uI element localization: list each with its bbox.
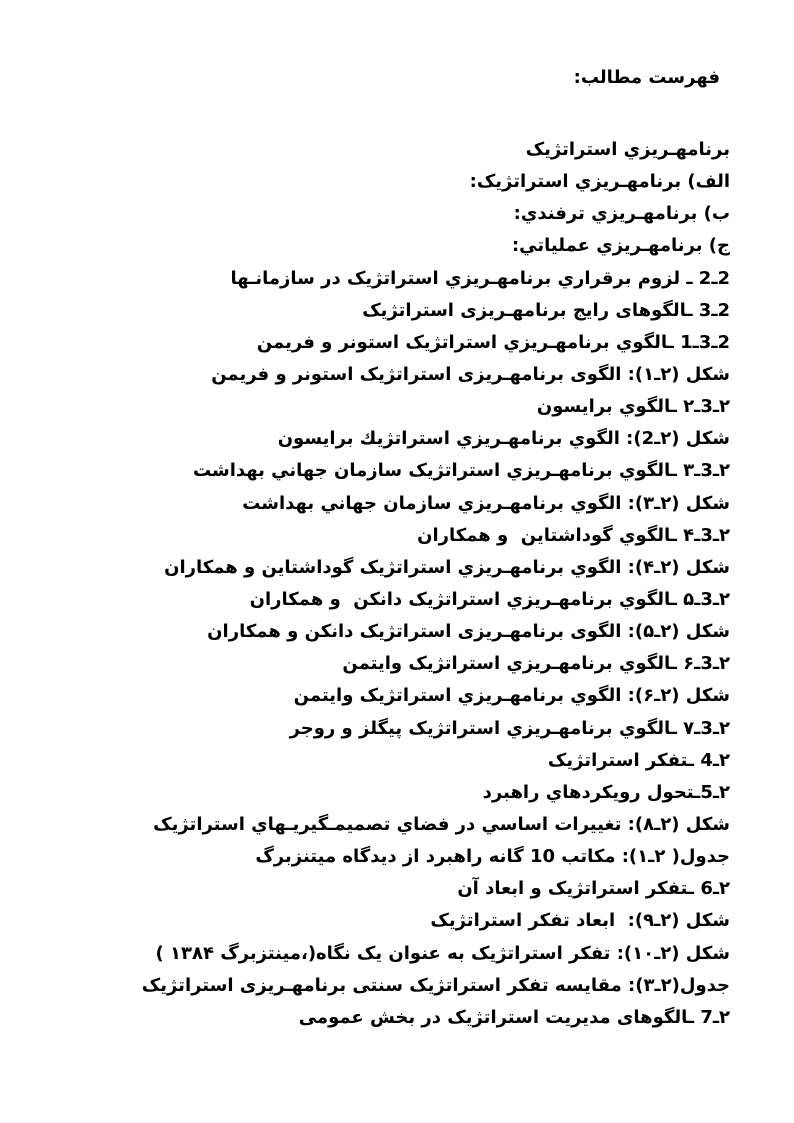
toc-line: 2ـ3ـ1 ـالگوي برنامهـريزي استراتژيک استونر و فريمن <box>256 331 730 353</box>
toc-line: ۲ـ3ـ۷ ـالگوي برنامهـريزي استراتژيک پيگلز و روجر <box>289 717 730 739</box>
toc-line: جدول( ۲ـ۱): مکاتب 10 گانه راهبرد از ديدگاه ميتنزبرگ <box>255 846 730 868</box>
toc-line: شکل (۲ـ۴): الگوي برنامهـريزي استراتژيک گوداشتاين و همکاران <box>164 556 730 578</box>
toc-line: شکل (۲ـ۵): الگوی برنامهـريزی استراتژيک دانکن و همکاران <box>207 621 730 643</box>
toc-line: ب) برنامهـريزي ترفندي: <box>513 203 730 225</box>
toc-line: شکل (۲ـ2): الگوي برنامهـريزي استراتژيك برايسون <box>277 428 730 450</box>
toc-line: ۲ـ5ـتحول رويکردهاي راهبرد <box>482 781 730 803</box>
toc-line: ۲ـ3ـ۳ ـالگوي برنامهـريزي استراتژيک سازمان جهاني بهداشت <box>192 460 730 482</box>
toc-line: شکل (۲ـ۳): الگوي برنامهـريزي سازمان جهاني بهداشت <box>242 492 730 514</box>
toc-line: جدول(۲ـ۳): مقايسه تفکر استراتژيک سنتی برنامهـريزی استراتژيک <box>141 974 730 996</box>
toc-line: 2ـ3 ـالگوهای رايج برنامهـريزی استراتژيک <box>362 299 730 321</box>
toc-line: ۲ـ3ـ۶ ـالگوي برنامهـريزي استراتژيک وايتمن <box>342 653 730 675</box>
toc-line: ۲ـ3ـ۲ ـالگوي برايسون <box>536 396 730 418</box>
page-title: فهرست مطالب: <box>573 67 720 88</box>
toc-line: ۲ـ3ـ۴ ـالگوي گوداشتاين و همکاران <box>417 524 730 546</box>
toc-line: ۲ـ6 ـتفکر استراتژيک و ابعاد آن <box>457 878 730 900</box>
toc-line: ۲ـ7 ـالگوهای مديريت استراتژيک در بخش عمومی <box>298 1006 730 1028</box>
toc-line: برنامهـريزي استراتژيک <box>525 139 730 160</box>
toc-list <box>8 134 730 1034</box>
toc-line: شکل (۲ـ۱۰): تفکر استراتژيک به عنوان يک نگاه(،مينتزبرگ ۱۳۸۴ ) <box>155 942 730 964</box>
toc-line: 2ـ2 ـ لزوم برقراري برنامهـريزي استراتژيک در سازمانـها <box>230 267 730 289</box>
toc-line: شکل (۲ـ۹): ابعاد تفکر استراتژيک <box>430 910 730 932</box>
toc-line: ۲ـ3ـ۵ ـالگوي برنامهـريزي استراتژيک دانکن و همکاران <box>249 588 730 610</box>
toc-line: شکل (۲ـ۸): تغييرات اساسي در فضاي تصميمـگيريـهاي استراتژيک <box>153 813 730 835</box>
toc-line: ج) برنامهـريزي عملياتي: <box>511 235 730 257</box>
toc-line: شکل (۲ـ۶): الگوي برنامهـريزي استراتژيک وايتمن <box>293 685 730 707</box>
toc-line: ۲ـ4 ـتفکر استراتژيک <box>547 749 730 771</box>
toc-line: شکل (۲ـ۱): الگوی برنامهـريزی استراتژيک استونر و فريمن <box>211 363 730 385</box>
toc-line: الف) برنامهـريزي استراتژيک: <box>469 171 730 193</box>
